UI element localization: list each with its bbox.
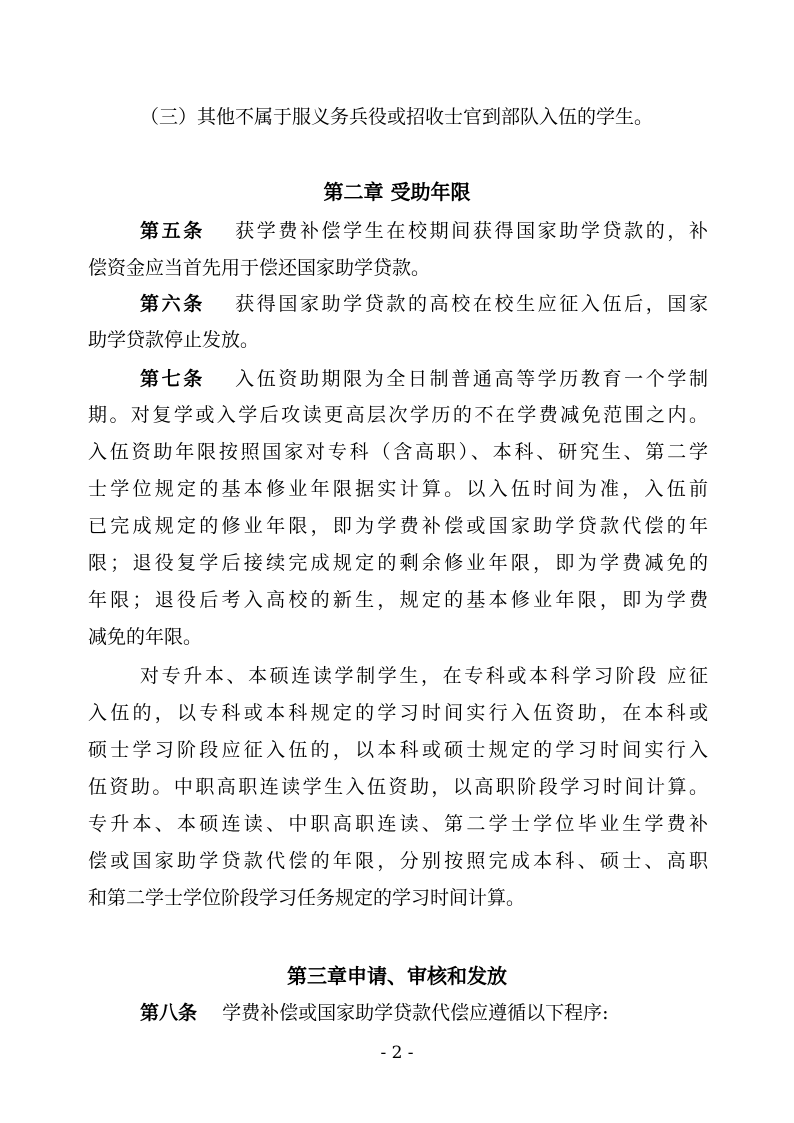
para-2-line-2: 入伍的，以专科或本科规定的学习时间实行入伍资助，在本科或 (88, 702, 708, 724)
article-7-label: 第七条 (140, 368, 205, 390)
article-5-line-2: 偿资金应当首先用于偿还国家助学贷款。 (88, 257, 431, 279)
chapter-3-title: 第三章申请、审核和发放 (287, 964, 507, 988)
article-7-line-1 (140, 363, 708, 395)
page-number: - 2 - (380, 1043, 414, 1063)
article-5-label: 第五条 (140, 220, 205, 242)
para-2-line-1: 对专升本、本硕连读学制学生，在专科或本科学习阶段 应征 (140, 665, 708, 687)
article-5-text-1: 获学费补偿学生在校期间获得国家助学贷款的，补 (235, 220, 708, 242)
article-7-line-4: 士学位规定的基本修业年限据实计算。以入伍时间为准，入伍前 (88, 478, 708, 500)
article-7-line-8: 减免的年限。 (88, 626, 203, 648)
article-6-line-1 (140, 288, 708, 320)
article-5-line-1 (140, 215, 708, 247)
article-7-line-5: 已完成规定的修业年限，即为学费补偿或国家助学贷款代偿的年 (88, 515, 708, 537)
article-8-label: 第八条 (140, 1002, 198, 1024)
article-7-line-7: 年限；退役后考入高校的新生，规定的基本修业年限，即为学费 (88, 589, 708, 611)
article-7-line-3: 入伍资助年限按照国家对专科（含高职）、本科、研究生、第二学 (88, 441, 708, 463)
item-3-text: （三）其他不属于服义务兵役或招收士官到部队入伍的学生。 (140, 106, 654, 128)
article-8-text: 学费补偿或国家助学贷款代偿应遵循以下程序: (222, 1002, 609, 1024)
article-7-text-1: 入伍资助期限为全日制普通高等学历教育一个学制 (235, 368, 708, 390)
para-2-line-4: 伍资助。中职高职连读学生入伍资助，以高职阶段学习时间计算。 (88, 776, 708, 798)
para-2-line-7: 和第二学士学位阶段学习任务规定的学习时间计算。 (88, 887, 526, 909)
para-2-line-6: 偿或国家助学贷款代偿的年限，分别按照完成本科、硕士、高职 (88, 850, 708, 872)
article-6-line-2: 助学贷款停止发放。 (88, 329, 260, 351)
para-2-line-3: 硕士学习阶段应征入伍的，以本科或硕士规定的学习时间实行入 (88, 739, 708, 761)
para-2-line-5: 专升本、本硕连读、中职高职连读、第二学士学位毕业生学费补 (88, 813, 708, 835)
article-6-text-1: 获得国家助学贷款的高校在校生应征入伍后，国家 (235, 293, 708, 315)
chapter-2-title: 第二章 受助年限 (323, 180, 471, 204)
article-8-line-1 (140, 997, 708, 1029)
article-6-label: 第六条 (140, 293, 205, 315)
article-7-line-2: 期。对复学或入学后攻读更高层次学历的不在学费减免范围之内。 (88, 404, 708, 426)
article-7-line-6: 限；退役复学后接续完成规定的剩余修业年限，即为学费减免的 (88, 552, 708, 574)
